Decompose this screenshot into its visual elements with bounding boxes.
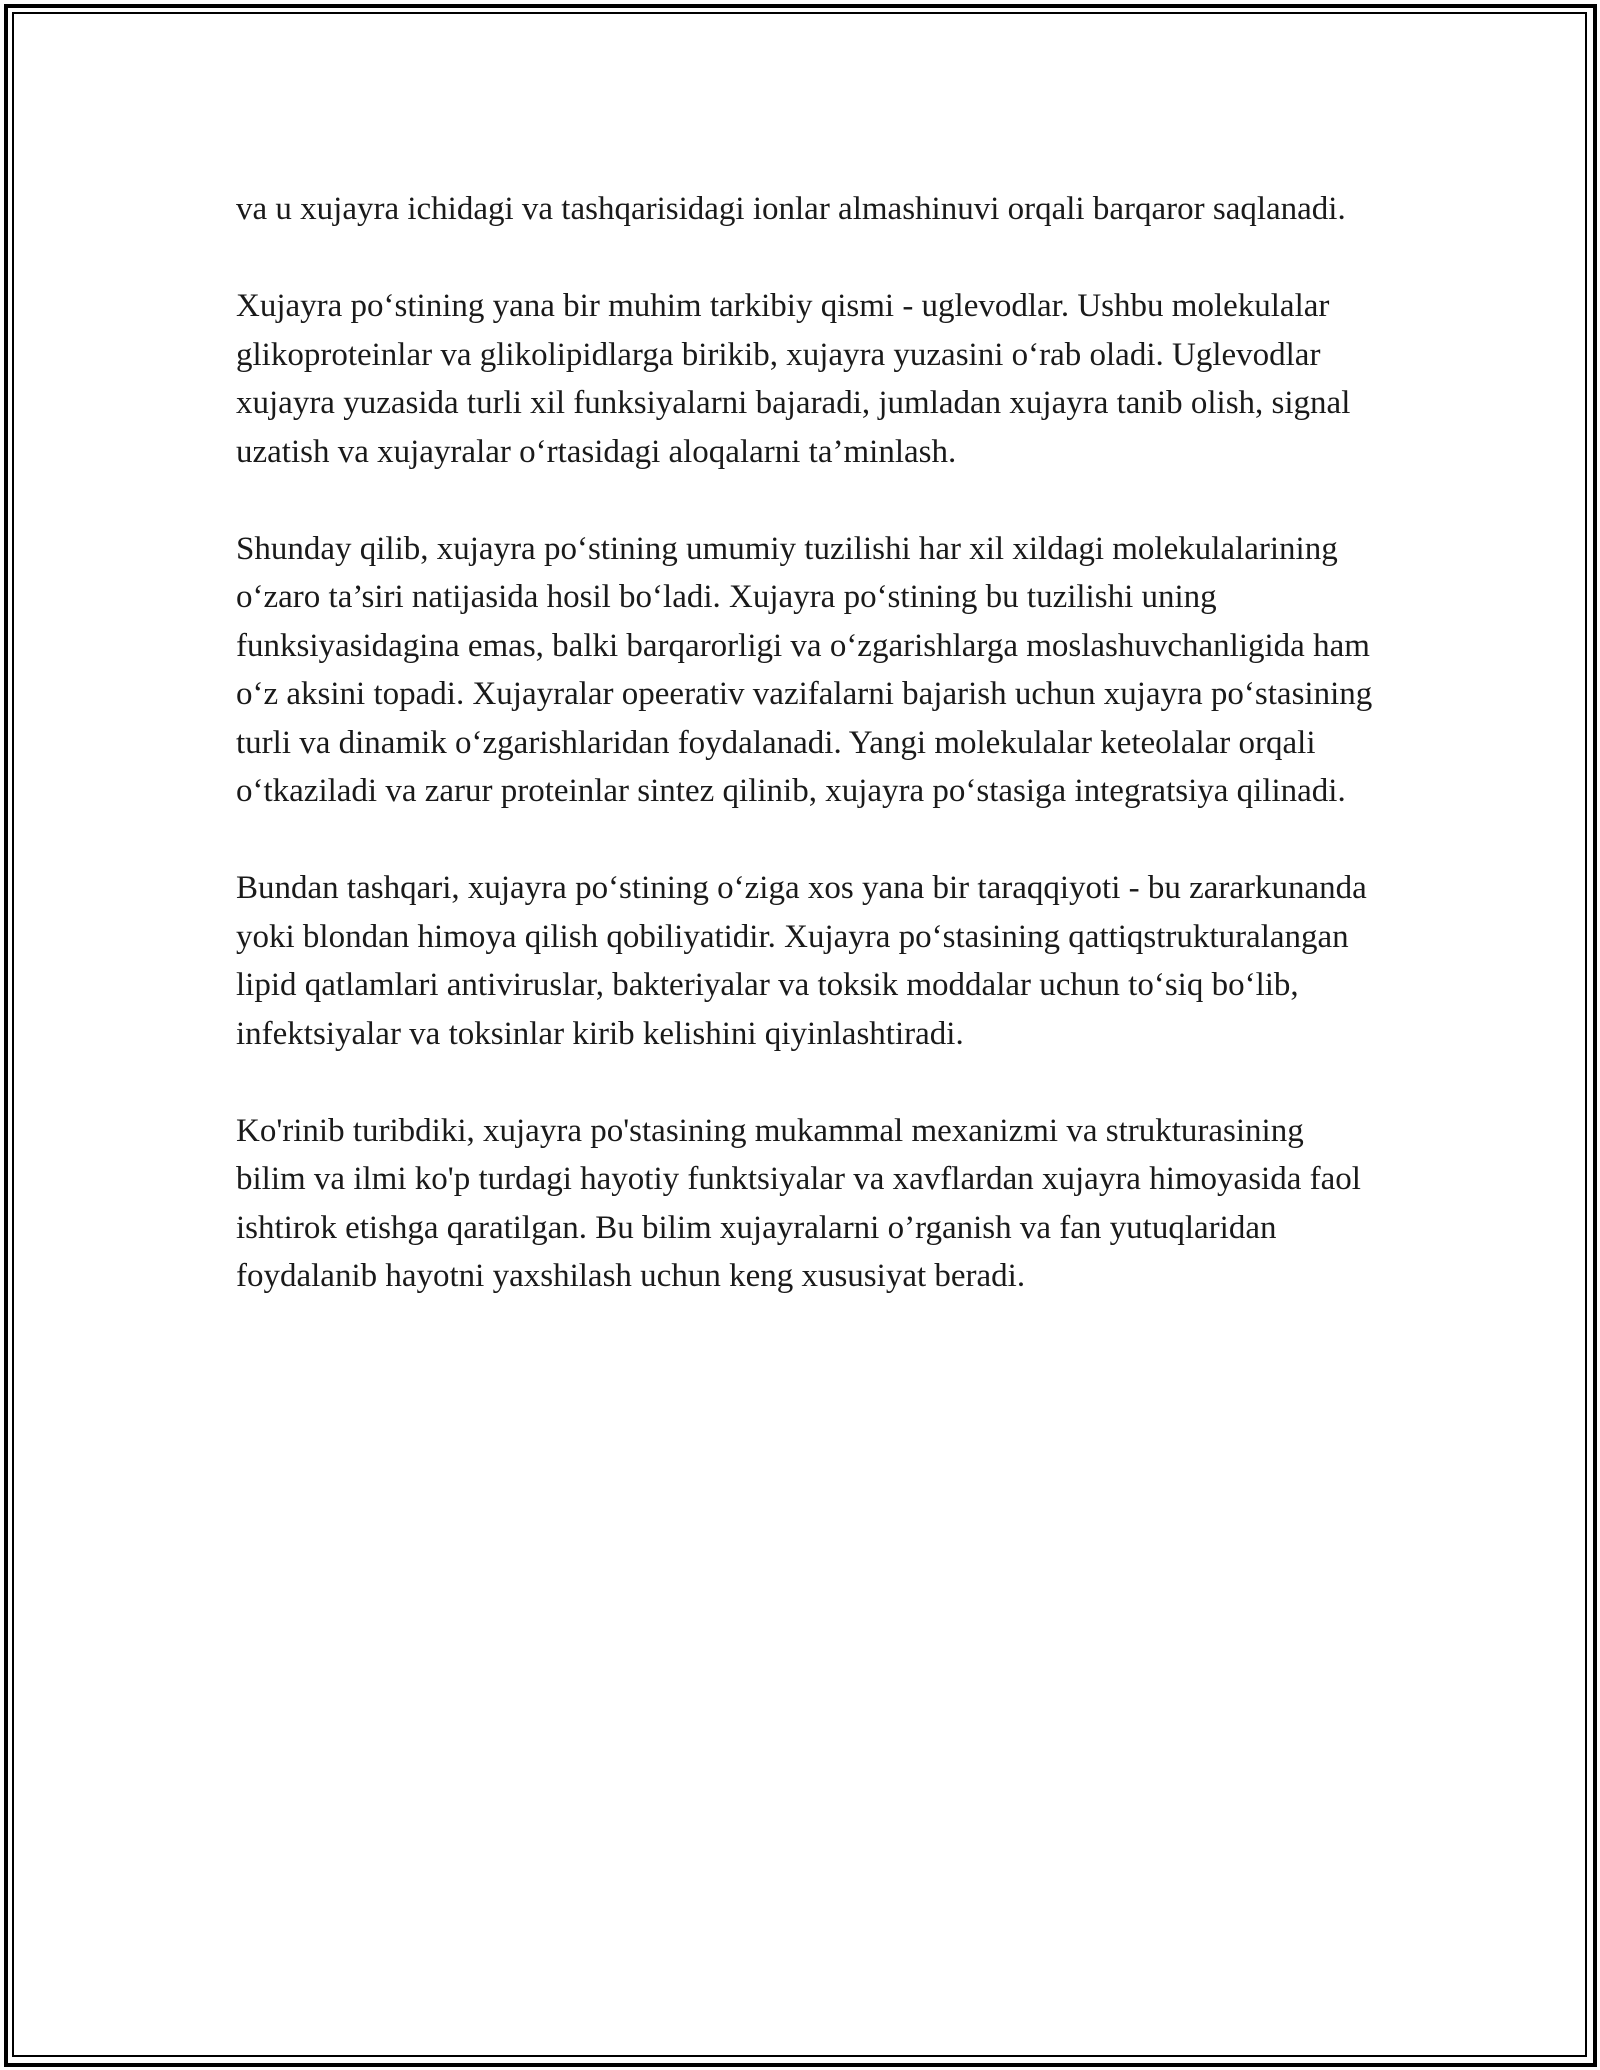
paragraph-5: Ko'rinib turibdiki, xujayra po'stasining mukammal mexanizmi va strukturasining bilim va ilmi ko'p turdagi hayotiy funktsiyalar va xavflardan xujayra himoyasida faol ishtirok etishga qaratilgan. Bu bilim xujayralarni o’rganish va fan yutuqlaridan foydalanib hayotni yaxshilash uchun keng xususiyat beradi. — [236, 1112, 1361, 1294]
document-body — [236, 185, 1376, 1301]
paragraph-4: Bundan tashqari, xujayra po‘stining o‘ziga xos yana bir taraqqiyoti - bu zararkunanda yoki blondan himoya qilish qobiliyatidir. Xujayra po‘stasining qattiqstrukturalangan lipid qatlamlari antiviruslar, bakteriyalar va toksik moddalar uchun to‘siq bo‘lib, infektsiyalar va toksinlar kirib kelishini qiyinlashtiradi. — [236, 870, 1367, 1052]
paragraph-3: Shunday qilib, xujayra po‘stining umumiy tuzilishi har xil xildagi molekulalarining o‘zaro ta’siri natijasida hosil bo‘ladi. Xujayra po‘stining bu tuzilishi uning funksiyasidagina emas, balki barqarorligi va o‘zgarishlarga moslashuvchanligida ham o‘z aksini topadi. Xujayralar opeerativ vazifalarni bajarish uchun xujayra po‘stasining turli va dinamik o‘zgarishlaridan foydalanadi. Yangi molekulalar keteolalar orqali o‘tkaziladi va zarur proteinlar sintez qilinib, xujayra po‘stasiga integratsiya qilinadi. — [236, 530, 1373, 809]
paragraph-2: Xujayra po‘stining yana bir muhim tarkibiy qismi - uglevodlar. Ushbu molekulalar glikoproteinlar va glikolipidlarga birikib, xujayra yuzasini o‘rab oladi. Uglevodlar xujayra yuzasida turli xil funksiyalarni bajaradi, jumladan xujayra tanib olish, signal uzatish va xujayralar o‘rtasidagi aloqalarni ta’minlash. — [236, 288, 1351, 470]
paragraph-1: va u xujayra ichidagi va tashqarisidagi ionlar almashinuvi orqali barqaror saqlanadi. — [236, 191, 1346, 227]
